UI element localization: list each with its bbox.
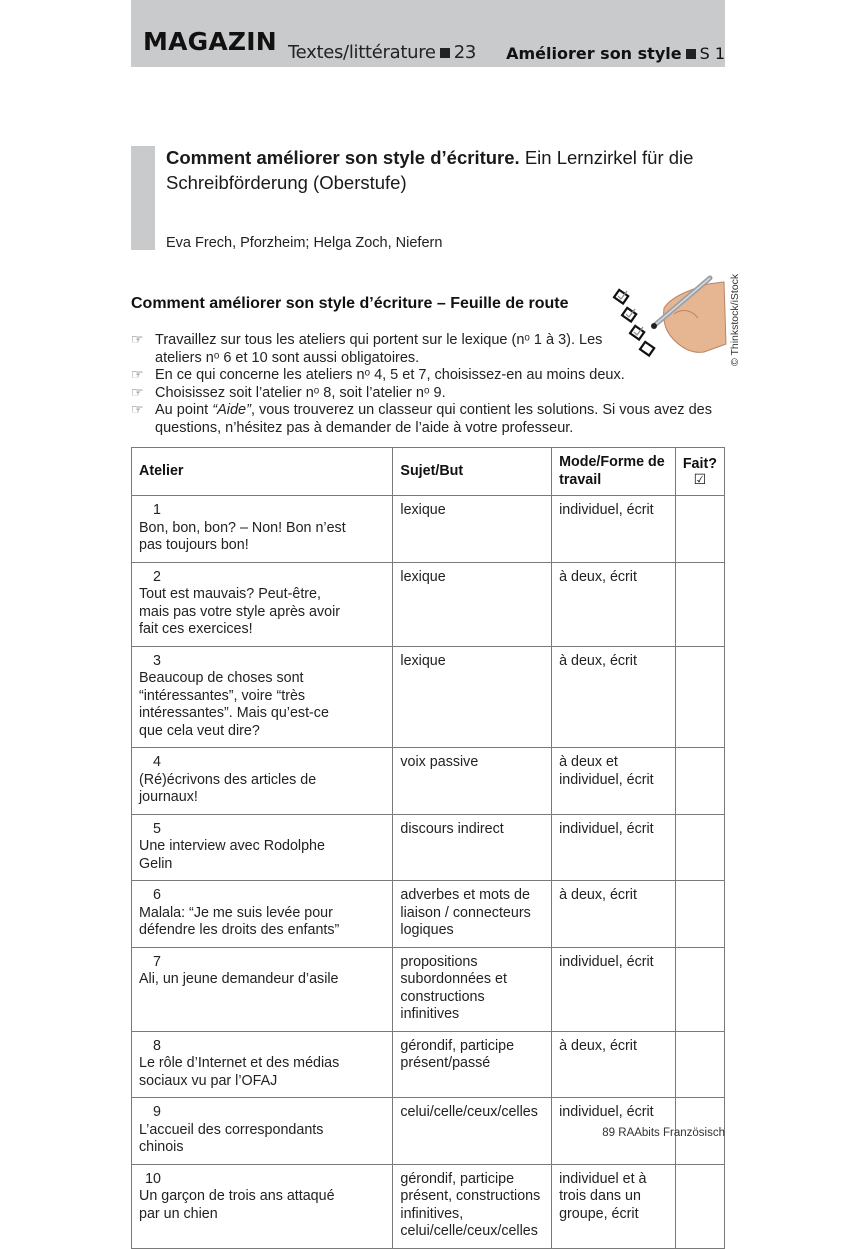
cell-mode: individuel et à trois dans un groupe, écrit (552, 1164, 676, 1248)
magazine-name: MAGAZIN (143, 27, 277, 56)
instruction-item (131, 402, 731, 437)
cell-fait-checkbox[interactable] (675, 947, 724, 1031)
header-section (288, 42, 476, 63)
cell-sujet: lexique (393, 496, 552, 563)
table-row (132, 881, 725, 948)
instructions-list (131, 332, 731, 437)
atelier-number: 1 (153, 502, 161, 518)
table-row (132, 562, 725, 646)
header-fait-label: Fait? (682, 455, 717, 472)
cell-mode: individuel, écrit (552, 1098, 676, 1165)
unit-title: Améliorer son style (506, 44, 682, 63)
section-name: Textes/littérature (288, 42, 436, 63)
instruction-text: , vous trouverez un classeur qui contient les solutions. Si vous avez des questions, n’hésitez pas à demander de l’aide à votre professeur. (155, 402, 712, 436)
table-row (132, 1031, 725, 1098)
table-row (132, 496, 725, 563)
header-sujet: Sujet/But (393, 448, 552, 496)
atelier-title: L’accueil des correspondants chinois (139, 1121, 324, 1155)
cell-atelier (132, 1164, 393, 1248)
atelier-title: Le rôle d’Internet et des médias sociaux vu par l’OFAJ (139, 1055, 340, 1089)
header-fait (675, 448, 724, 496)
cell-atelier (132, 1031, 393, 1098)
cell-mode: individuel, écrit (552, 496, 676, 563)
cell-fait-checkbox[interactable] (675, 748, 724, 815)
pointing-hand-icon: ☞ (131, 383, 144, 400)
square-bullet-icon (686, 49, 696, 59)
instruction-prefix: Au point (155, 402, 213, 418)
table-row (132, 748, 725, 815)
instruction-text: Travaillez sur tous les ateliers qui portent sur le lexique (nᵒ 1 à 3). Les ateliers nᵒ 6 et 10 sont aussi obligatoires. (155, 332, 603, 366)
checkbox-checked-icon: ☑ (693, 472, 707, 489)
cell-fait-checkbox[interactable] (675, 496, 724, 563)
cell-sujet: propositions subordonnées et constructions infinitives (393, 947, 552, 1031)
cell-mode: à deux, écrit (552, 881, 676, 948)
cell-sujet: lexique (393, 562, 552, 646)
cell-mode: à deux, écrit (552, 1031, 676, 1098)
section-heading: Comment améliorer son style d’écriture – Feuille de route (131, 295, 569, 312)
page-title (166, 145, 726, 195)
cell-mode: individuel, écrit (552, 814, 676, 881)
authors: Eva Frech, Pforzheim; Helga Zoch, Niefern (166, 235, 443, 251)
cell-atelier (132, 881, 393, 948)
cell-mode: à deux, écrit (552, 646, 676, 748)
cell-atelier (132, 562, 393, 646)
image-credit: © Thinkstock/iStock (729, 273, 741, 366)
cell-mode: à deux et individuel, écrit (552, 748, 676, 815)
pointing-hand-icon: ☞ (131, 331, 144, 347)
instruction-item (131, 332, 625, 367)
atelier-number: 10 (145, 1170, 161, 1187)
table-row (132, 947, 725, 1031)
atelier-title: Tout est mauvais? Peut-être, mais pas votre style après avoir fait ces exercices! (139, 586, 341, 637)
atelier-title: Un garçon de trois ans attaqué par un chien (139, 1188, 335, 1222)
cell-atelier (132, 496, 393, 563)
table-row (132, 814, 725, 881)
atelier-number: 5 (153, 820, 161, 837)
cell-fait-checkbox[interactable] (675, 814, 724, 881)
header-unit (506, 44, 725, 63)
atelier-title: Malala: “Je me suis levée pour défendre les droits des enfants” (139, 904, 340, 938)
cell-fait-checkbox[interactable] (675, 562, 724, 646)
atelier-number: 8 (153, 1037, 161, 1054)
atelier-number: 2 (153, 568, 161, 585)
cell-sujet: gérondif, participe présent/passé (393, 1031, 552, 1098)
cell-sujet: celui/celle/ceux/celles (393, 1098, 552, 1165)
atelier-title: Une interview avec Rodolphe Gelin (139, 838, 325, 872)
pointing-hand-icon: ☞ (131, 401, 144, 417)
cell-mode: individuel, écrit (552, 947, 676, 1031)
header-mode: Mode/Forme de travail (552, 448, 676, 496)
cell-sujet: voix passive (393, 748, 552, 815)
cell-atelier (132, 814, 393, 881)
cell-sujet: adverbes et mots de liaison / connecteurs logiques (393, 881, 552, 948)
atelier-title: Ali, un jeune demandeur d’asile (139, 971, 339, 987)
cell-sujet: lexique (393, 646, 552, 748)
atelier-title: Beaucoup de choses sont “intéressantes”, voire “très intéressantes”. Mais qu’est-ce que cela veut dire? (139, 670, 329, 739)
instruction-italic: “Aide” (212, 402, 251, 418)
table-row (132, 646, 725, 748)
title-rest: Ein Lernzirkel für die Schreibförderung (Oberstufe) (166, 147, 694, 193)
cell-fait-checkbox[interactable] (675, 1164, 724, 1248)
cell-sujet: gérondif, participe présent, constructions infinitives, celui/celle/ceux/celles (393, 1164, 552, 1248)
cell-atelier (132, 646, 393, 748)
atelier-number: 3 (153, 652, 161, 669)
instruction-text: Choisissez soit l’atelier nᵒ 8, soit l’atelier nᵒ 9. (155, 384, 446, 401)
cell-sujet: discours indirect (393, 814, 552, 881)
pointing-hand-icon: ☞ (131, 366, 144, 382)
cell-atelier (132, 748, 393, 815)
header-atelier: Atelier (132, 448, 393, 496)
cell-mode: à deux, écrit (552, 562, 676, 646)
cell-atelier (132, 1098, 393, 1165)
atelier-title: Bon, bon, bon? – Non! Bon n’est pas toujours bon! (139, 519, 346, 553)
instruction-text: En ce qui concerne les ateliers nᵒ 4, 5 et 7, choisissez-en au moins deux. (155, 367, 625, 383)
title-bold: Comment améliorer son style d’écriture. (166, 147, 520, 168)
square-bullet-icon (440, 48, 450, 58)
cell-fait-checkbox[interactable] (675, 1031, 724, 1098)
atelier-number: 7 (153, 953, 161, 970)
atelier-number: 9 (153, 1104, 161, 1120)
cell-fait-checkbox[interactable] (675, 646, 724, 748)
instruction-item (131, 367, 731, 385)
cell-atelier (132, 947, 393, 1031)
title-accent-bar (131, 146, 155, 250)
page-label: S 1 (699, 44, 725, 63)
table-header-row (132, 448, 725, 496)
section-number: 23 (453, 42, 477, 63)
atelier-number: 6 (153, 887, 161, 903)
page-footer: 89 RAAbits Französisch (602, 1127, 725, 1139)
atelier-title: (Ré)écrivons des articles de journaux! (139, 771, 317, 805)
cell-fait-checkbox[interactable] (675, 881, 724, 948)
instruction-item (131, 385, 731, 403)
table-row (132, 1164, 725, 1248)
atelier-number: 4 (153, 754, 161, 770)
